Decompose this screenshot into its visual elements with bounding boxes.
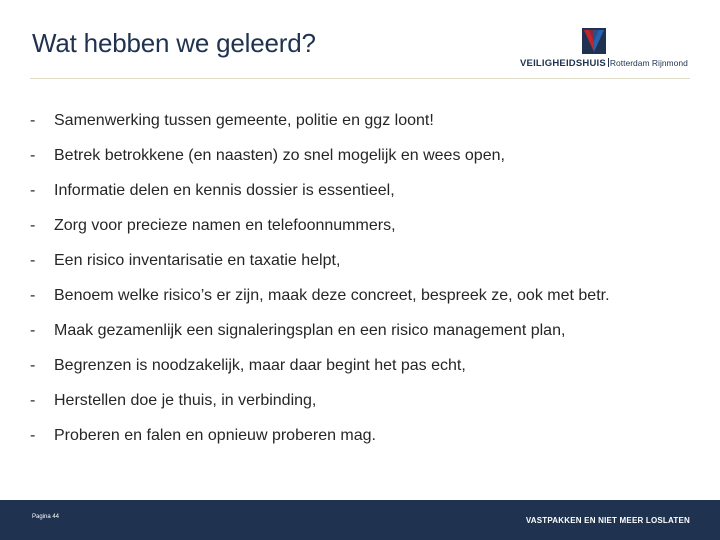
logo-wordmark xyxy=(520,58,688,69)
list-item xyxy=(30,252,610,287)
bullet-text: Herstellen doe je thuis, in verbinding, xyxy=(54,392,317,409)
bullet-text: Zorg voor precieze namen en telefoonnummers, xyxy=(54,217,396,234)
bullet-list xyxy=(30,112,610,462)
bullet-marker: - xyxy=(30,217,36,234)
bullet-marker: - xyxy=(30,322,36,339)
bullet-text: Samenwerking tussen gemeente, politie en ggz loont! xyxy=(54,112,434,129)
list-item xyxy=(30,182,610,217)
bullet-marker: - xyxy=(30,147,36,164)
bullet-text: Proberen en falen en opnieuw proberen mag. xyxy=(54,427,376,444)
bullet-marker: - xyxy=(30,182,36,199)
logo-separator xyxy=(608,58,609,67)
list-item xyxy=(30,357,610,392)
list-item xyxy=(30,322,610,357)
bullet-text: Informatie delen en kennis dossier is essentieel, xyxy=(54,182,395,199)
list-item xyxy=(30,147,610,182)
list-item xyxy=(30,287,610,322)
logo-name: VEILIGHEIDSHUIS xyxy=(520,58,606,69)
title-divider xyxy=(30,78,690,79)
list-item xyxy=(30,392,610,427)
footer-slogan: VASTPAKKEN EN NIET MEER LOSLATEN xyxy=(525,516,690,525)
bullet-text: Benoem welke risico’s er zijn, maak deze concreet, bespreek ze, ook met betr. xyxy=(54,287,610,304)
bullet-marker: - xyxy=(30,392,36,409)
bullet-marker: - xyxy=(30,357,36,374)
footer-bar xyxy=(0,500,720,540)
bullet-text: Betrek betrokkene (en naasten) zo snel mogelijk en wees open, xyxy=(54,147,505,164)
bullet-marker: - xyxy=(30,427,36,444)
page-number: Pagina 44 xyxy=(32,514,60,520)
bullet-text: Begrenzen is noodzakelijk, maar daar begint het pas echt, xyxy=(54,357,466,374)
bullet-text: Een risico inventarisatie en taxatie helpt, xyxy=(54,252,341,269)
bullet-marker: - xyxy=(30,252,36,269)
list-item xyxy=(30,112,610,147)
bullet-marker: - xyxy=(30,112,36,129)
list-item xyxy=(30,217,610,252)
list-item xyxy=(30,427,610,462)
logo-region: Rotterdam Rijnmond xyxy=(609,58,688,68)
slide-title: Wat hebben we geleerd? xyxy=(32,28,316,58)
bullet-marker: - xyxy=(30,287,36,304)
veiligheidshuis-v-mark-icon xyxy=(582,28,606,54)
bullet-text: Maak gezamenlijk een signaleringsplan en een risico management plan, xyxy=(54,322,566,339)
veiligheidshuis-logo xyxy=(520,28,696,70)
